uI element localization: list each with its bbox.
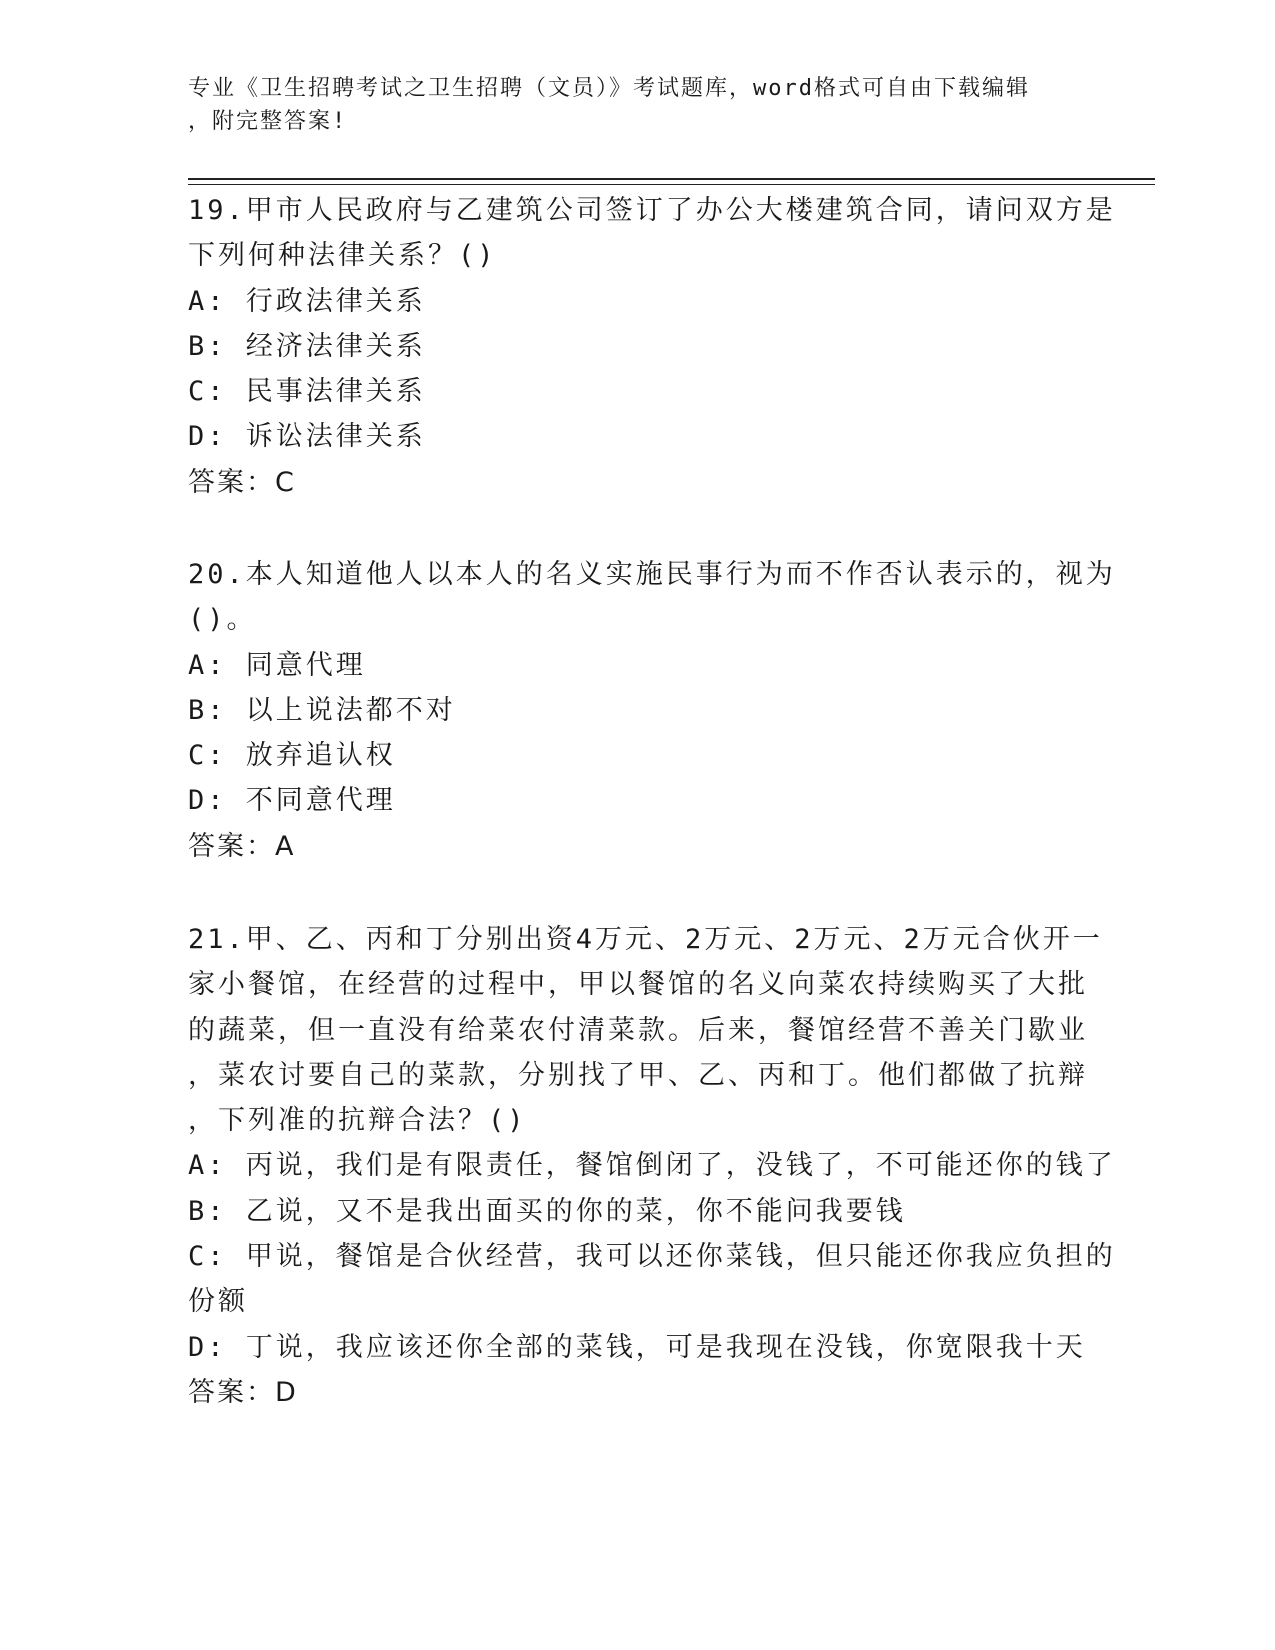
question-stem-line: ，菜农讨要自己的菜款，分别找了甲、乙、丙和丁。他们都做了抗辩 bbox=[188, 1059, 1088, 1091]
option-c-continued: 份额 bbox=[188, 1286, 248, 1318]
question-stem-line: 19.甲市人民政府与乙建筑公司签订了办公大楼建筑合同，请问双方是 bbox=[188, 195, 1116, 226]
question-20 bbox=[188, 552, 1116, 869]
question-21 bbox=[188, 917, 1116, 1415]
question-stem-line: ，下列准的抗辩合法？() bbox=[188, 1105, 527, 1137]
question-stem-line: 21.甲、乙、丙和丁分别出资4万元、2万元、2万元、2万元合伙开一 bbox=[188, 924, 1103, 955]
header-divider-thick bbox=[188, 178, 1155, 180]
option-d: D: 诉讼法律关系 bbox=[188, 421, 426, 453]
option-c: C: 放弃追认权 bbox=[188, 740, 396, 772]
option-c: C: 民事法律关系 bbox=[188, 376, 426, 408]
question-19 bbox=[188, 188, 1116, 505]
question-stem-line: 的蔬菜，但一直没有给菜农付清菜款。后来，餐馆经营不善关门歇业 bbox=[188, 1014, 1088, 1046]
option-a: A: 行政法律关系 bbox=[188, 285, 426, 317]
option-d: D: 丁说，我应该还你全部的菜钱，可是我现在没钱，你宽限我十天 bbox=[188, 1331, 1086, 1363]
answer-label: 答案：D bbox=[188, 1376, 298, 1408]
question-stem-line: 家小餐馆，在经营的过程中，甲以餐馆的名义向菜农持续购买了大批 bbox=[188, 969, 1088, 1001]
header-line: ，附完整答案! bbox=[188, 109, 348, 134]
question-stem-line: ()。 bbox=[188, 604, 257, 636]
document-header bbox=[188, 72, 1088, 138]
answer-label: 答案：A bbox=[188, 830, 296, 862]
option-d: D: 不同意代理 bbox=[188, 785, 396, 817]
question-stem-line: 下列何种法律关系？() bbox=[188, 240, 497, 272]
question-stem-line: 20.本人知道他人以本人的名义实施民事行为而不作否认表示的，视为 bbox=[188, 559, 1116, 590]
option-a: A: 同意代理 bbox=[188, 649, 366, 681]
answer-label: 答案：C bbox=[188, 466, 296, 498]
option-b: B: 以上说法都不对 bbox=[188, 694, 456, 726]
option-b: B: 乙说，又不是我出面买的你的菜，你不能问我要钱 bbox=[188, 1195, 906, 1227]
option-c: C: 甲说，餐馆是合伙经营，我可以还你菜钱，但只能还你我应负担的 bbox=[188, 1241, 1116, 1273]
option-b: B: 经济法律关系 bbox=[188, 330, 426, 362]
header-divider-thin bbox=[188, 184, 1155, 185]
option-a: A: 丙说，我们是有限责任，餐馆倒闭了，没钱了，不可能还你的钱了 bbox=[188, 1150, 1116, 1182]
header-line: 专业《卫生招聘考试之卫生招聘（文员）》考试题库，word格式可自由下载编辑 bbox=[188, 76, 1030, 101]
